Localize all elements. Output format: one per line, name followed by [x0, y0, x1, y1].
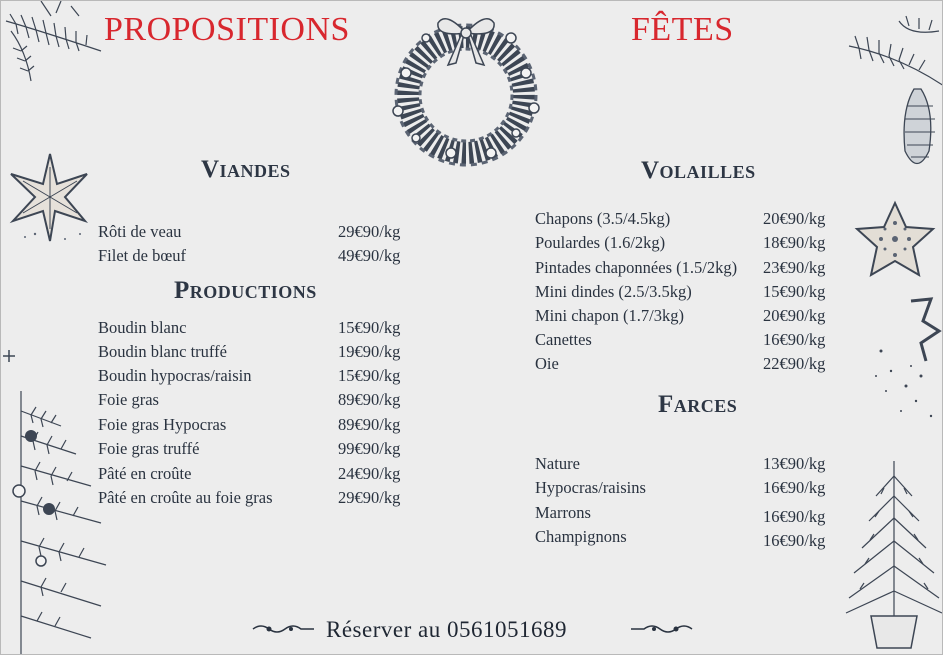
- list-item-name: Poulardes (1.6/2kg): [535, 233, 666, 252]
- arrow-mark-icon: [1, 346, 21, 366]
- list-item-name: Pâté en croûte au foie gras: [98, 488, 273, 507]
- scroll-ornament-icon: [251, 621, 316, 637]
- list-item-price: 16€90/kg: [763, 478, 826, 497]
- title-fetes: FÊTES: [631, 11, 734, 48]
- list-item-name: Oie: [535, 354, 559, 373]
- list-item-price: 18€90/kg: [763, 233, 826, 252]
- list-item-name: Mini dindes (2.5/3.5kg): [535, 282, 692, 301]
- list-item-price: 15€90/kg: [338, 318, 401, 337]
- title-propositions: PROPOSITIONS: [104, 11, 350, 48]
- list-item-price: 16€90/kg: [763, 531, 826, 550]
- sprinkles-icon: [861, 291, 943, 431]
- list-item-price: 19€90/kg: [338, 342, 401, 361]
- list-item-price: 29€90/kg: [338, 488, 401, 507]
- list-item-name: Rôti de veau: [98, 222, 182, 241]
- pine-cone-icon: [839, 11, 943, 176]
- list-item-name: Boudin blanc: [98, 318, 187, 337]
- list-item-name: Pintades chaponnées (1.5/2kg): [535, 258, 738, 277]
- snowflake-cookie-icon: [5, 149, 95, 244]
- list-item-name: Filet de bœuf: [98, 246, 186, 265]
- list-item-name: Nature: [535, 454, 580, 473]
- list-item-price: 20€90/kg: [763, 306, 826, 325]
- list-item-name: Boudin blanc truffé: [98, 342, 227, 361]
- list-item-price: 99€90/kg: [338, 439, 401, 458]
- section-title-volailles: Volailles: [641, 157, 756, 184]
- section-title-productions: Productions: [174, 277, 317, 304]
- list-item-name: Boudin hypocras/raisin: [98, 366, 252, 385]
- potted-tree-icon: [839, 456, 943, 654]
- list-item-name: Pâté en croûte: [98, 464, 192, 483]
- list-item-name: Mini chapon (1.7/3kg): [535, 306, 684, 325]
- reservation-phone: Réserver au 0561051689: [326, 617, 567, 642]
- list-item-price: 89€90/kg: [338, 415, 401, 434]
- section-title-viandes: Viandes: [201, 156, 291, 183]
- list-item-price: 89€90/kg: [338, 390, 401, 409]
- list-item-name: Champignons: [535, 527, 627, 546]
- list-item-price: 29€90/kg: [338, 222, 401, 241]
- list-item-price: 49€90/kg: [338, 246, 401, 265]
- list-item-price: 15€90/kg: [338, 366, 401, 385]
- list-item-name: Chapons (3.5/4.5kg): [535, 209, 671, 228]
- list-item-price: 23€90/kg: [763, 258, 826, 277]
- list-item-name: Foie gras Hypocras: [98, 415, 227, 434]
- list-item-price: 20€90/kg: [763, 209, 826, 228]
- list-item-price: 24€90/kg: [338, 464, 401, 483]
- star-cookie-icon: [853, 199, 938, 289]
- list-item-name: Foie gras: [98, 390, 159, 409]
- list-item-price: 16€90/kg: [763, 330, 826, 349]
- list-item-name: Foie gras truffé: [98, 439, 200, 458]
- list-item-price: 16€90/kg: [763, 507, 826, 526]
- wreath-icon: [376, 3, 556, 173]
- list-item-name: Marrons: [535, 503, 591, 522]
- christmas-tree-icon: [1, 391, 111, 654]
- list-item-price: 15€90/kg: [763, 282, 826, 301]
- scroll-ornament-icon: [629, 621, 694, 637]
- list-item-price: 13€90/kg: [763, 454, 826, 473]
- list-item-name: Hypocras/raisins: [535, 478, 646, 497]
- section-title-farces: Farces: [658, 391, 738, 418]
- list-item-name: Canettes: [535, 330, 592, 349]
- list-item-price: 22€90/kg: [763, 354, 826, 373]
- fir-branch-icon: [1, 1, 111, 111]
